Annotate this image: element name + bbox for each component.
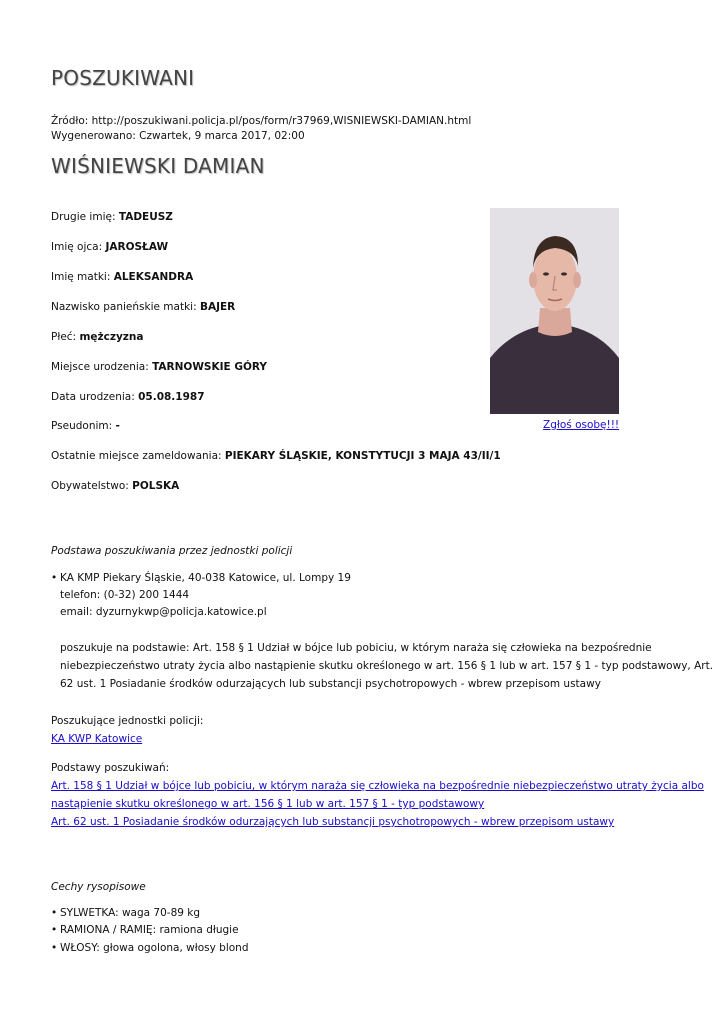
- ground-link-art62[interactable]: Art. 62 ust. 1 Posiadanie środków odurzających lub substancji psychotropowych - wbrew przepisom ustawy: [51, 816, 615, 828]
- features-heading: Cechy rysopisowe: [51, 881, 146, 893]
- feature-item: • WŁOSY: głowa ogolona, włosy blond: [60, 940, 249, 956]
- grounds-label: Podstawy poszukiwań:: [51, 762, 170, 774]
- unit-link-kwp-katowice[interactable]: KA KWP Katowice: [51, 733, 143, 745]
- units-label: Poszukujące jednostki policji:: [51, 715, 204, 727]
- person-photo: [490, 208, 619, 414]
- field-last-address: Ostatnie miejsce zameldowania: PIEKARY ŚLĄSKIE, KONSTYTUCJI 3 MAJA 43/II/1: [51, 450, 501, 462]
- feature-item: • RAMIONA / RAMIĘ: ramiona długie: [60, 922, 239, 938]
- source-url: Źródło: http://poszukiwani.policja.pl/pos/form/r37969,WISNIEWSKI-DAMIAN.html: [51, 115, 472, 127]
- field-father-name: Imię ojca: JAROSŁAW: [51, 241, 169, 253]
- unit-email: email: dyzurnykwp@policja.katowice.pl: [60, 606, 267, 618]
- field-middle-name: Drugie imię: TADEUSZ: [51, 211, 173, 223]
- field-citizenship: Obywatelstwo: POLSKA: [51, 480, 180, 492]
- field-nickname: Pseudonim: -: [51, 420, 120, 432]
- report-person-link[interactable]: Zgłoś osobę!!!: [543, 419, 620, 431]
- basis-heading: Podstawa poszukiwania przez jednostki policji: [51, 545, 293, 557]
- unit-address: • KA KMP Piekary Śląskie, 40-038 Katowice, ul. Lompy 19: [60, 570, 351, 586]
- field-sex: Płeć: mężczyzna: [51, 331, 144, 343]
- field-birthdate: Data urodzenia: 05.08.1987: [51, 391, 205, 403]
- field-mother-maiden-name: Nazwisko panieńskie matki: BAJER: [51, 301, 236, 313]
- basis-desc-line-1: poszukuje na podstawie: Art. 158 § 1 Udział w bójce lub pobiciu, w którym naraża się człowieka na bezpośrednie: [60, 642, 652, 654]
- site-title: POSZUKIWANI: [51, 66, 195, 90]
- unit-phone: telefon: (0-32) 200 1444: [60, 589, 190, 601]
- generated-date: Wygenerowano: Czwartek, 9 marca 2017, 02:00: [51, 130, 305, 142]
- person-name: WIŚNIEWSKI DAMIAN: [51, 154, 265, 178]
- basis-desc-line-3: 62 ust. 1 Posiadanie środków odurzających lub substancji psychotropowych - wbrew przepisom ustawy: [60, 678, 601, 690]
- feature-item: • SYLWETKA: waga 70-89 kg: [60, 905, 200, 921]
- ground-link-art158-line-1[interactable]: Art. 158 § 1 Udział w bójce lub pobiciu, w którym naraża się człowieka na bezpośrednie niebezpieczeństwo utraty życia albo: [51, 780, 704, 792]
- portrait-image: [490, 208, 619, 414]
- field-birthplace: Miejsce urodzenia: TARNOWSKIE GÓRY: [51, 361, 268, 373]
- ground-link-art158-line-2[interactable]: nastąpienie skutku określonego w art. 156 § 1 lub w art. 157 § 1 - typ podstawowy: [51, 798, 485, 810]
- basis-desc-line-2: niebezpieczeństwo utraty życia albo nastąpienie skutku określonego w art. 156 § 1 lub w art. 157 § 1 - typ podstawowy, Art.: [60, 660, 714, 672]
- field-mother-name: Imię matki: ALEKSANDRA: [51, 271, 194, 283]
